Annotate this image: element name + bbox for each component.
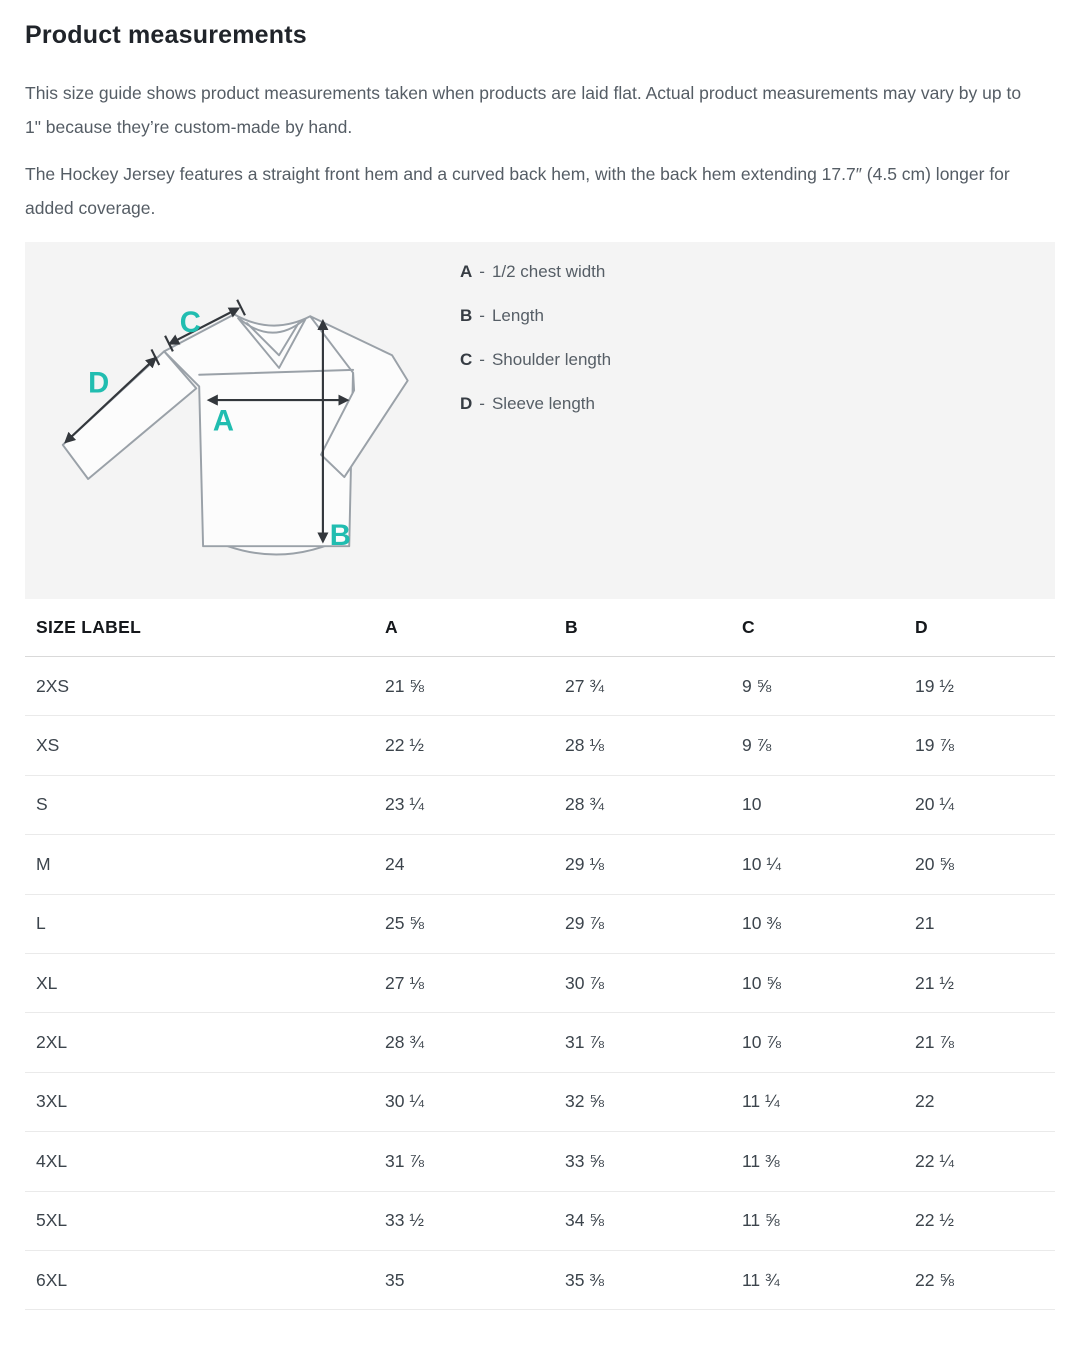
cell-b: 34 ⅝ [565, 1210, 604, 1231]
table-row [25, 657, 1055, 716]
arrow-c-tick-1 [237, 300, 245, 316]
table-row [25, 835, 1055, 894]
cell-c: 11 ¼ [742, 1091, 780, 1112]
cell-a: 27 ⅛ [385, 972, 424, 993]
cell-size-label: 4XL [36, 1150, 68, 1171]
cell-b: 29 ⅛ [565, 853, 604, 874]
table-row [25, 895, 1055, 954]
legend-label: Length [491, 306, 544, 325]
table-row [25, 1132, 1055, 1191]
legend-label: Shoulder length [491, 350, 612, 369]
cell-c: 11 ¾ [742, 1269, 780, 1290]
legend-key: C [460, 350, 473, 369]
cell-d: 19 ⅞ [915, 735, 954, 756]
cell-d: 19 ½ [915, 675, 954, 696]
size-guide-section [0, 20, 1080, 1310]
cell-a: 24 [385, 853, 405, 874]
cell-c: 11 ⅜ [742, 1150, 780, 1171]
cell-b: 30 ⅞ [565, 972, 604, 993]
cell-size-label: 2XS [36, 675, 70, 696]
jersey-torso [164, 314, 353, 546]
hockey-jersey-diagram [43, 290, 445, 592]
cell-c: 10 ⅝ [742, 972, 781, 993]
cell-size-label: XS [36, 735, 60, 756]
cell-d: 22 ⅝ [915, 1269, 954, 1290]
cell-b: 27 ¾ [565, 675, 604, 696]
cell-size-label: 5XL [36, 1210, 68, 1231]
diagram-label-a: A [212, 405, 234, 438]
legend-label: Sleeve length [491, 394, 595, 413]
column-header-size-label: SIZE LABEL [36, 617, 142, 637]
page-title: Product measurements [25, 21, 307, 49]
cell-c: 9 ⅞ [742, 735, 772, 756]
cell-d: 22 [915, 1091, 935, 1112]
table-row [25, 1073, 1055, 1132]
legend-item [460, 262, 611, 282]
cell-a: 30 ¼ [385, 1091, 424, 1112]
legend-key: B [460, 306, 473, 325]
diagram-label-b: B [329, 520, 351, 553]
cell-d: 21 ½ [915, 972, 954, 993]
legend-separator: - [479, 394, 485, 413]
legend-separator: - [479, 306, 485, 325]
measurement-diagram-panel [25, 242, 1055, 599]
cell-size-label: XL [36, 972, 58, 993]
cell-size-label: 2XL [36, 1032, 68, 1053]
legend-item [460, 394, 611, 414]
jersey-left-sleeve [63, 351, 196, 479]
cell-a: 35 [385, 1269, 405, 1290]
diagram-label-d: D [88, 367, 110, 400]
cell-b: 31 ⅞ [565, 1032, 604, 1053]
table-row [25, 1251, 1055, 1310]
legend-key: D [460, 394, 473, 413]
cell-c: 10 ⅞ [742, 1032, 781, 1053]
legend-key: A [460, 262, 473, 281]
intro-paragraph-2: The Hockey Jersey features a straight front hem and a curved back hem, with the back hem extending 17.7″ (4.5 cm) longer for added coverage. [25, 164, 1010, 218]
cell-a: 28 ¾ [385, 1032, 424, 1053]
cell-size-label: S [36, 794, 48, 815]
cell-a: 31 ⅞ [385, 1150, 424, 1171]
legend-separator: - [479, 350, 485, 369]
cell-size-label: M [36, 853, 51, 874]
cell-a: 23 ¼ [385, 794, 424, 815]
cell-size-label: 3XL [36, 1091, 68, 1112]
table-header-row [25, 599, 1055, 657]
cell-d: 21 ⅞ [915, 1032, 954, 1053]
legend-separator: - [479, 262, 485, 281]
cell-c: 10 ⅜ [742, 913, 781, 934]
cell-b: 32 ⅝ [565, 1091, 604, 1112]
intro-paragraph-1: This size guide shows product measurements taken when products are laid flat. Actual product measurements may vary by up to 1" because they’re custom-made by hand. [25, 83, 1022, 137]
cell-c: 10 ¼ [742, 853, 781, 874]
table-row [25, 776, 1055, 835]
cell-b: 28 ⅛ [565, 735, 604, 756]
cell-b: 29 ⅞ [565, 913, 604, 934]
column-header-a: A [385, 617, 398, 637]
cell-c: 10 [742, 794, 762, 815]
cell-b: 33 ⅝ [565, 1150, 604, 1171]
cell-c: 9 ⅝ [742, 675, 772, 696]
cell-d: 22 ¼ [915, 1150, 954, 1171]
table-row [25, 1013, 1055, 1072]
cell-b: 28 ¾ [565, 794, 604, 815]
diagram-label-c: C [179, 306, 201, 339]
measurement-legend [460, 262, 611, 438]
legend-item [460, 350, 611, 370]
legend-label: 1/2 chest width [491, 262, 606, 281]
table-body [25, 657, 1055, 1310]
cell-c: 11 ⅝ [742, 1210, 780, 1231]
table-row [25, 1192, 1055, 1251]
column-header-b: B [565, 617, 578, 637]
table-row [25, 716, 1055, 775]
cell-d: 22 ½ [915, 1210, 954, 1231]
size-measurements-table [25, 599, 1055, 1310]
column-header-c: C [742, 617, 755, 637]
cell-b: 35 ⅜ [565, 1269, 604, 1290]
cell-a: 22 ½ [385, 735, 424, 756]
column-header-d: D [915, 617, 928, 637]
cell-size-label: 6XL [36, 1269, 68, 1290]
cell-a: 25 ⅝ [385, 913, 424, 934]
cell-d: 21 [915, 913, 935, 934]
cell-d: 20 ⅝ [915, 853, 954, 874]
cell-d: 20 ¼ [915, 794, 954, 815]
cell-size-label: L [36, 913, 46, 934]
legend-item [460, 306, 611, 326]
table-row [25, 954, 1055, 1013]
cell-a: 33 ½ [385, 1210, 424, 1231]
cell-a: 21 ⅝ [385, 675, 424, 696]
